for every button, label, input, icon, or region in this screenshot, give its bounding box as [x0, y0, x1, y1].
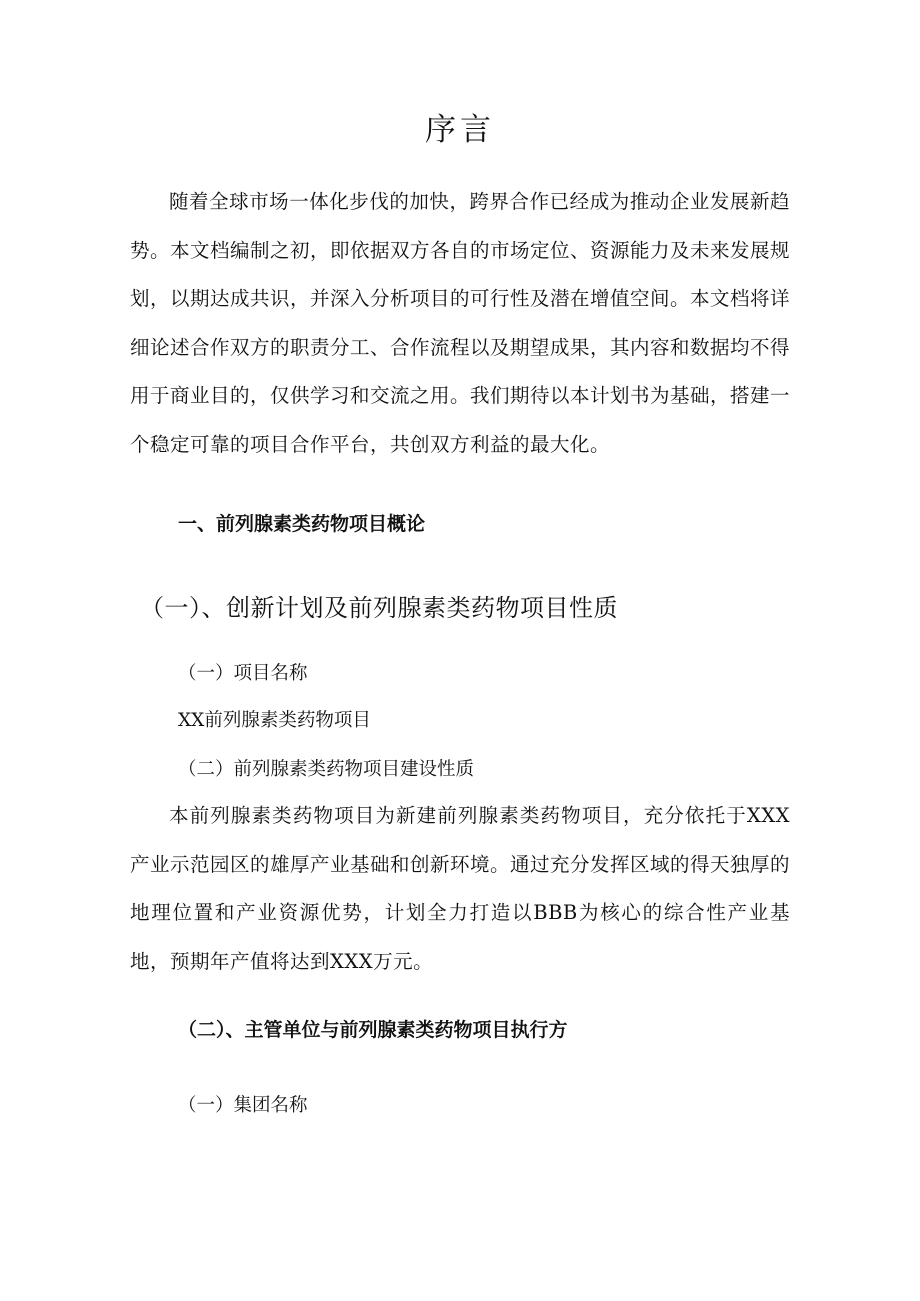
page-title: 序言	[425, 112, 495, 148]
group-name-label: （一）集团名称	[178, 1095, 308, 1116]
subsection-heading-innovation-plan: （一）、创新计划及前列腺素类药物项目性质	[140, 594, 618, 622]
project-nature-paragraph: 本前列腺素类药物项目为新建前列腺素类药物项目，充分依托于XXX产业示范园区的雄厚产业基础和创新环境。通过充分发挥区域的得天独厚的地理位置和产业资源优势，计划全力打造以BBB为核心的综合性产业基地，预期年产值将达到XXX万元。	[130, 804, 791, 973]
intro-paragraph: 随着全球市场一体化步伐的加快，跨界合作已经成为推动企业发展新趋势。本文档编制之初，即依据双方各自的市场定位、资源能力及未来发展规划，以期达成共识，并深入分析项目的可行性及潜在增值空间。本文档将详细论述合作双方的职责分工、合作流程以及期望成果，其内容和数据均不得用于商业目的，仅供学习和交流之用。我们期待以本计划书为基础，搭建一个稳定可靠的项目合作平台，共创双方利益的最大化。	[130, 190, 791, 456]
project-name-label: （一）项目名称	[178, 663, 308, 684]
project-name-value: XX前列腺素类药物项目	[178, 710, 371, 731]
section-heading-overview: 一、前列腺素类药物项目概论	[178, 513, 426, 535]
subsection-heading-executor: （二）、主管单位与前列腺素类药物项目执行方	[178, 1019, 568, 1041]
project-nature-label: （二）前列腺素类药物项目建设性质	[178, 759, 475, 780]
